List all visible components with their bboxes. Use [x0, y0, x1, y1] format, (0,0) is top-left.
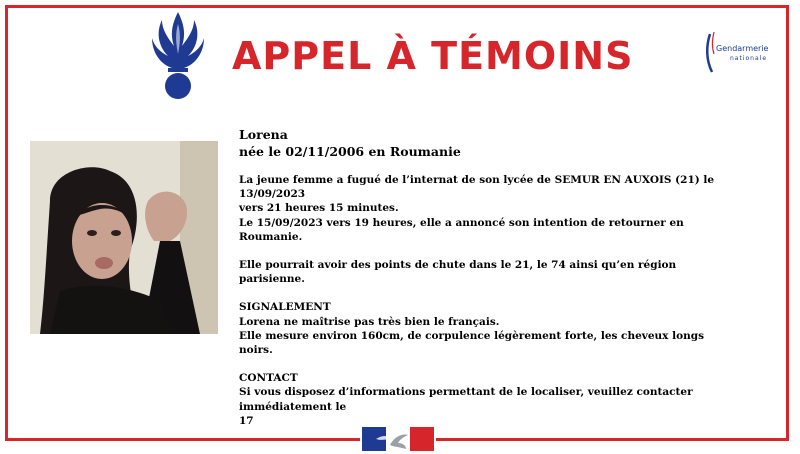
fugue-line-3: Le 15/09/2023 vers 19 heures, elle a annoncé son intention de retourner en Roumanie.	[239, 216, 684, 243]
page-title: APPEL À TÉMOINS	[232, 34, 634, 78]
points-chute: Elle pourrait avoir des points de chute dans le 21, le 74 ainsi qu’en région parisienne.	[239, 259, 677, 286]
gendarmerie-logo-subtext: nationale	[730, 55, 768, 62]
notice-content	[239, 126, 739, 428]
contact-line-1: Si vous disposez d’informations permettant de le localiser, veuillez contacter immédiatement le	[239, 386, 693, 413]
person-name: Lorena	[239, 127, 288, 142]
gendarmerie-logo-text: Gendarmerie	[716, 44, 769, 53]
grenade-icon	[150, 10, 206, 100]
marianne-logo-icon	[360, 425, 436, 453]
fugue-line-2: vers 21 heures 15 minutes.	[239, 202, 399, 215]
signalement-line-2: Elle mesure environ 160cm, de corpulence légèrement forte, les cheveux longs noirs.	[239, 329, 704, 357]
contact-line-2: 17	[239, 414, 254, 427]
poster-header	[0, 0, 800, 110]
missing-person-photo	[30, 141, 218, 334]
contact-title: CONTACT	[239, 372, 298, 385]
signalement-line-1: Lorena ne maîtrise pas très bien le français.	[239, 315, 500, 328]
person-birth: née le 02/11/2006 en Roumanie	[239, 144, 461, 159]
signalement-title: SIGNALEMENT	[239, 301, 331, 314]
fugue-line-1: La jeune femme a fugué de l’internat de son lycée de SEMUR EN AUXOIS (21) le 13/09/2023	[239, 174, 715, 201]
